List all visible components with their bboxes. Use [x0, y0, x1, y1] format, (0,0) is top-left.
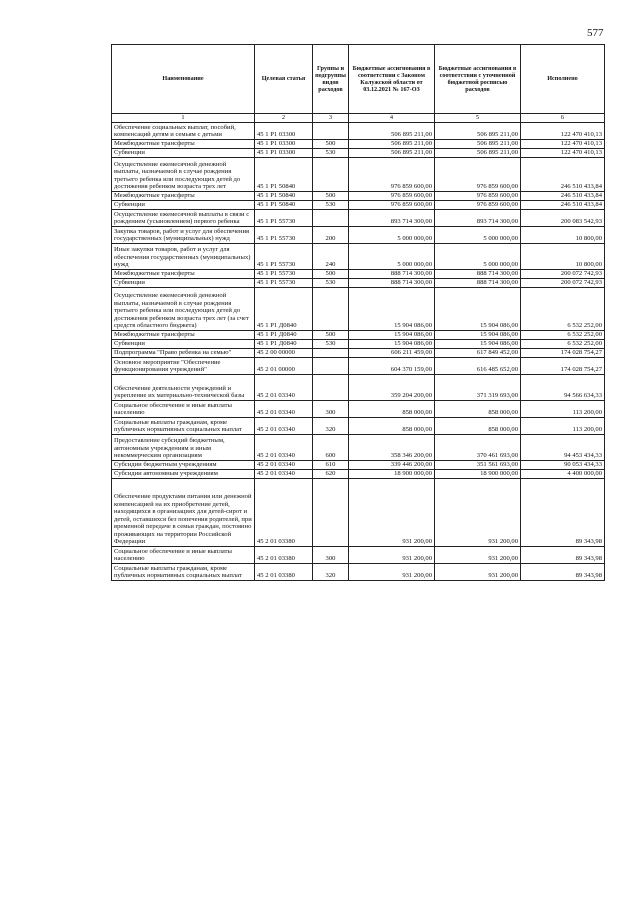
executed-amount: 94 453 434,33: [521, 435, 605, 461]
row-name: Межбюджетные трансферты: [112, 192, 255, 201]
executed-amount: 200 072 742,93: [521, 270, 605, 279]
table-row: [112, 279, 605, 288]
table-row: [112, 227, 605, 244]
table-row: [112, 192, 605, 201]
target-article-code: 45 1 P1 50840: [255, 158, 313, 192]
law-allocation-amount: 976 859 600,00: [349, 192, 435, 201]
target-article-code: 45 2 01 03340: [255, 435, 313, 461]
expense-group-code: 500: [313, 331, 349, 340]
law-allocation-amount: 858 000,00: [349, 401, 435, 418]
law-allocation-amount: 506 895 211,00: [349, 140, 435, 149]
law-allocation-amount: 506 895 211,00: [349, 149, 435, 158]
table-row: [112, 564, 605, 581]
row-name: Субсидии автономным учреждениям: [112, 470, 255, 479]
target-article-code: 45 1 P1 55730: [255, 244, 313, 270]
executed-amount: 6 532 252,00: [521, 331, 605, 340]
expense-group-code: [313, 288, 349, 331]
refined-allocation-amount: 617 849 452,00: [435, 349, 521, 358]
law-allocation-amount: 339 446 200,00: [349, 461, 435, 470]
target-article-code: 45 2 00 00000: [255, 349, 313, 358]
law-allocation-amount: 931 200,00: [349, 547, 435, 564]
refined-allocation-amount: 888 714 300,00: [435, 279, 521, 288]
refined-allocation-amount: 931 200,00: [435, 564, 521, 581]
law-allocation-amount: 359 204 200,00: [349, 375, 435, 401]
row-name: Основное мероприятие "Обеспечение функционирования учреждений": [112, 358, 255, 375]
executed-amount: 10 800,00: [521, 227, 605, 244]
row-name: Подпрограмма "Право ребенка на семью": [112, 349, 255, 358]
header-executed: Исполнено: [521, 45, 605, 114]
expense-group-code: [313, 358, 349, 375]
expense-group-code: 300: [313, 401, 349, 418]
refined-allocation-amount: 858 000,00: [435, 401, 521, 418]
row-name: Закупка товаров, работ и услуг для обеспечения государственных (муниципальных) нужд: [112, 227, 255, 244]
expense-group-code: [313, 158, 349, 192]
refined-allocation-amount: 5 000 000,00: [435, 244, 521, 270]
table-row: [112, 149, 605, 158]
law-allocation-amount: 15 904 086,00: [349, 331, 435, 340]
executed-amount: 246 510 433,84: [521, 158, 605, 192]
target-article-code: 45 1 P1 50840: [255, 192, 313, 201]
column-number: 3: [313, 114, 349, 123]
row-name: Социальные выплаты гражданам, кроме публичных нормативных социальных выплат: [112, 564, 255, 581]
row-name: Социальное обеспечение и иные выплаты населению: [112, 547, 255, 564]
refined-allocation-amount: 5 000 000,00: [435, 227, 521, 244]
table-header-row: [112, 45, 605, 114]
expense-group-code: 200: [313, 227, 349, 244]
refined-allocation-amount: 506 895 211,00: [435, 140, 521, 149]
law-allocation-amount: 15 904 086,00: [349, 288, 435, 331]
table-row: [112, 375, 605, 401]
executed-amount: 94 566 634,33: [521, 375, 605, 401]
expense-group-code: 320: [313, 418, 349, 435]
row-name: Социальное обеспечение и иные выплаты населению: [112, 401, 255, 418]
header-refined-allocation: Бюджетные ассигнования в соответствии с уточненной бюджетной росписью расходов: [435, 45, 521, 114]
expense-group-code: [313, 123, 349, 140]
target-article-code: 45 2 01 03340: [255, 461, 313, 470]
refined-allocation-amount: 506 895 211,00: [435, 149, 521, 158]
row-name: Обеспечение деятельности учреждений и укрепление их материально-технической базы: [112, 375, 255, 401]
target-article-code: 45 1 P1 50840: [255, 201, 313, 210]
law-allocation-amount: 858 000,00: [349, 418, 435, 435]
target-article-code: 45 1 P1 55730: [255, 279, 313, 288]
table-row: [112, 358, 605, 375]
executed-amount: 89 343,98: [521, 564, 605, 581]
executed-amount: 10 800,00: [521, 244, 605, 270]
row-name: Иные закупки товаров, работ и услуг для обеспечения государственных (муниципальных) нужд: [112, 244, 255, 270]
refined-allocation-amount: 976 859 600,00: [435, 158, 521, 192]
row-name: Субвенции: [112, 340, 255, 349]
target-article-code: 45 1 P1 Д0840: [255, 331, 313, 340]
column-number-row: [112, 114, 605, 123]
column-number: 4: [349, 114, 435, 123]
executed-amount: 174 028 754,27: [521, 349, 605, 358]
refined-allocation-amount: 616 485 652,00: [435, 358, 521, 375]
row-name: Обеспечение социальных выплат, пособий, компенсаций детям и семьям с детьми: [112, 123, 255, 140]
executed-amount: 200 072 742,93: [521, 279, 605, 288]
expense-group-code: 600: [313, 435, 349, 461]
refined-allocation-amount: 15 904 086,00: [435, 288, 521, 331]
law-allocation-amount: 5 000 000,00: [349, 227, 435, 244]
law-allocation-amount: 888 714 300,00: [349, 270, 435, 279]
expense-group-code: [313, 375, 349, 401]
executed-amount: 6 532 252,00: [521, 288, 605, 331]
target-article-code: 45 1 P1 03300: [255, 140, 313, 149]
target-article-code: 45 1 P1 Д0840: [255, 340, 313, 349]
expense-group-code: 500: [313, 270, 349, 279]
target-article-code: 45 2 01 03380: [255, 479, 313, 547]
row-name: Субвенции: [112, 201, 255, 210]
executed-amount: 246 510 433,84: [521, 192, 605, 201]
row-name: Обеспечение продуктами питания или денежной компенсацией на их приобретение детей, находящихся в организациях для детей-сирот и детей, оставшихся без попечения родителей, при временной передаче в семьи граждан, постоянно проживающих на территории Российской Федерации: [112, 479, 255, 547]
target-article-code: 45 2 01 03340: [255, 418, 313, 435]
column-number: 5: [435, 114, 521, 123]
target-article-code: 45 1 P1 03300: [255, 123, 313, 140]
executed-amount: 246 510 433,84: [521, 201, 605, 210]
refined-allocation-amount: 858 000,00: [435, 418, 521, 435]
refined-allocation-amount: 15 904 086,00: [435, 331, 521, 340]
executed-amount: 90 053 434,33: [521, 461, 605, 470]
target-article-code: 45 1 P1 55730: [255, 270, 313, 279]
executed-amount: 113 200,00: [521, 401, 605, 418]
expense-group-code: 300: [313, 547, 349, 564]
table-row: [112, 461, 605, 470]
expense-group-code: [313, 210, 349, 227]
refined-allocation-amount: 931 200,00: [435, 547, 521, 564]
budget-execution-table: [111, 44, 605, 581]
header-name: Наименование: [112, 45, 255, 114]
law-allocation-amount: 358 346 200,00: [349, 435, 435, 461]
target-article-code: 45 2 01 03340: [255, 401, 313, 418]
law-allocation-amount: 18 900 000,00: [349, 470, 435, 479]
page-number: 577: [587, 27, 604, 39]
law-allocation-amount: 976 859 600,00: [349, 158, 435, 192]
refined-allocation-amount: 931 200,00: [435, 479, 521, 547]
law-allocation-amount: 15 904 086,00: [349, 340, 435, 349]
row-name: Субвенции: [112, 279, 255, 288]
law-allocation-amount: 506 895 211,00: [349, 123, 435, 140]
table-row: [112, 349, 605, 358]
expense-group-code: 500: [313, 192, 349, 201]
refined-allocation-amount: 15 904 086,00: [435, 340, 521, 349]
law-allocation-amount: 5 000 000,00: [349, 244, 435, 270]
header-target-article: Целевая статья: [255, 45, 313, 114]
executed-amount: 122 470 410,13: [521, 149, 605, 158]
law-allocation-amount: 931 200,00: [349, 479, 435, 547]
expense-group-code: 530: [313, 340, 349, 349]
target-article-code: 45 2 01 03340: [255, 470, 313, 479]
table-row: [112, 470, 605, 479]
table-row: [112, 479, 605, 547]
table-row: [112, 331, 605, 340]
row-name: Осуществление ежемесячной выплаты в связи с рождением (усыновлением) первого ребенка: [112, 210, 255, 227]
refined-allocation-amount: 506 895 211,00: [435, 123, 521, 140]
law-allocation-amount: 888 714 300,00: [349, 279, 435, 288]
executed-amount: 113 200,00: [521, 418, 605, 435]
executed-amount: 4 400 000,00: [521, 470, 605, 479]
law-allocation-amount: 606 211 459,00: [349, 349, 435, 358]
target-article-code: 45 1 P1 55730: [255, 227, 313, 244]
target-article-code: 45 2 01 03380: [255, 564, 313, 581]
table-row: [112, 435, 605, 461]
refined-allocation-amount: 976 859 600,00: [435, 201, 521, 210]
column-number: 1: [112, 114, 255, 123]
expense-group-code: 610: [313, 461, 349, 470]
expense-group-code: 530: [313, 279, 349, 288]
refined-allocation-amount: 351 561 693,00: [435, 461, 521, 470]
table-row: [112, 418, 605, 435]
header-expense-group: Группы и подгруппы видов расходов: [313, 45, 349, 114]
table-row: [112, 547, 605, 564]
expense-group-code: 620: [313, 470, 349, 479]
table-body: [112, 123, 605, 581]
table-row: [112, 270, 605, 279]
refined-allocation-amount: 976 859 600,00: [435, 192, 521, 201]
executed-amount: 122 470 410,13: [521, 123, 605, 140]
expense-group-code: 500: [313, 140, 349, 149]
table-row: [112, 140, 605, 149]
refined-allocation-amount: 18 900 000,00: [435, 470, 521, 479]
law-allocation-amount: 893 714 300,00: [349, 210, 435, 227]
header-law-allocation: Бюджетные ассигнования в соответствии с Законом Калужской области от 03.12.2021 № 167-ОЗ: [349, 45, 435, 114]
table-row: [112, 158, 605, 192]
executed-amount: 89 343,98: [521, 547, 605, 564]
executed-amount: 200 083 542,93: [521, 210, 605, 227]
table-row: [112, 340, 605, 349]
executed-amount: 122 470 410,13: [521, 140, 605, 149]
table-row: [112, 288, 605, 331]
target-article-code: 45 2 01 03340: [255, 375, 313, 401]
table-row: [112, 244, 605, 270]
row-name: Межбюджетные трансферты: [112, 140, 255, 149]
row-name: Социальные выплаты гражданам, кроме публичных нормативных социальных выплат: [112, 418, 255, 435]
refined-allocation-amount: 888 714 300,00: [435, 270, 521, 279]
column-number: 6: [521, 114, 605, 123]
target-article-code: 45 2 01 00000: [255, 358, 313, 375]
executed-amount: 6 532 252,00: [521, 340, 605, 349]
refined-allocation-amount: 893 714 300,00: [435, 210, 521, 227]
law-allocation-amount: 931 200,00: [349, 564, 435, 581]
table-row: [112, 201, 605, 210]
expense-group-code: 240: [313, 244, 349, 270]
expense-group-code: 530: [313, 149, 349, 158]
row-name: Межбюджетные трансферты: [112, 331, 255, 340]
table-row: [112, 123, 605, 140]
law-allocation-amount: 604 370 159,00: [349, 358, 435, 375]
target-article-code: 45 1 P1 55730: [255, 210, 313, 227]
row-name: Осуществление ежемесячной денежной выплаты, назначаемой в случае рождения третьего ребенка или последующих детей до достижения ребенком возраста трех лет (за счет средств областного бюджета): [112, 288, 255, 331]
executed-amount: 174 028 754,27: [521, 358, 605, 375]
row-name: Межбюджетные трансферты: [112, 270, 255, 279]
row-name: Субвенции: [112, 149, 255, 158]
row-name: Субсидии бюджетным учреждениям: [112, 461, 255, 470]
target-article-code: 45 1 P1 03300: [255, 149, 313, 158]
row-name: Осуществление ежемесячной денежной выплаты, назначаемой в случае рождения третьего ребенка или последующих детей до достижения ребенком возраста трех лет: [112, 158, 255, 192]
expense-group-code: [313, 349, 349, 358]
target-article-code: 45 2 01 03380: [255, 547, 313, 564]
law-allocation-amount: 976 859 600,00: [349, 201, 435, 210]
table-row: [112, 210, 605, 227]
expense-group-code: 530: [313, 201, 349, 210]
target-article-code: 45 1 P1 Д0840: [255, 288, 313, 331]
executed-amount: 89 343,98: [521, 479, 605, 547]
column-number: 2: [255, 114, 313, 123]
refined-allocation-amount: 371 319 693,00: [435, 375, 521, 401]
row-name: Предоставление субсидий бюджетным, автономным учреждениям и иным некоммерческим организациям: [112, 435, 255, 461]
table-row: [112, 401, 605, 418]
expense-group-code: [313, 479, 349, 547]
expense-group-code: 320: [313, 564, 349, 581]
refined-allocation-amount: 370 461 693,00: [435, 435, 521, 461]
